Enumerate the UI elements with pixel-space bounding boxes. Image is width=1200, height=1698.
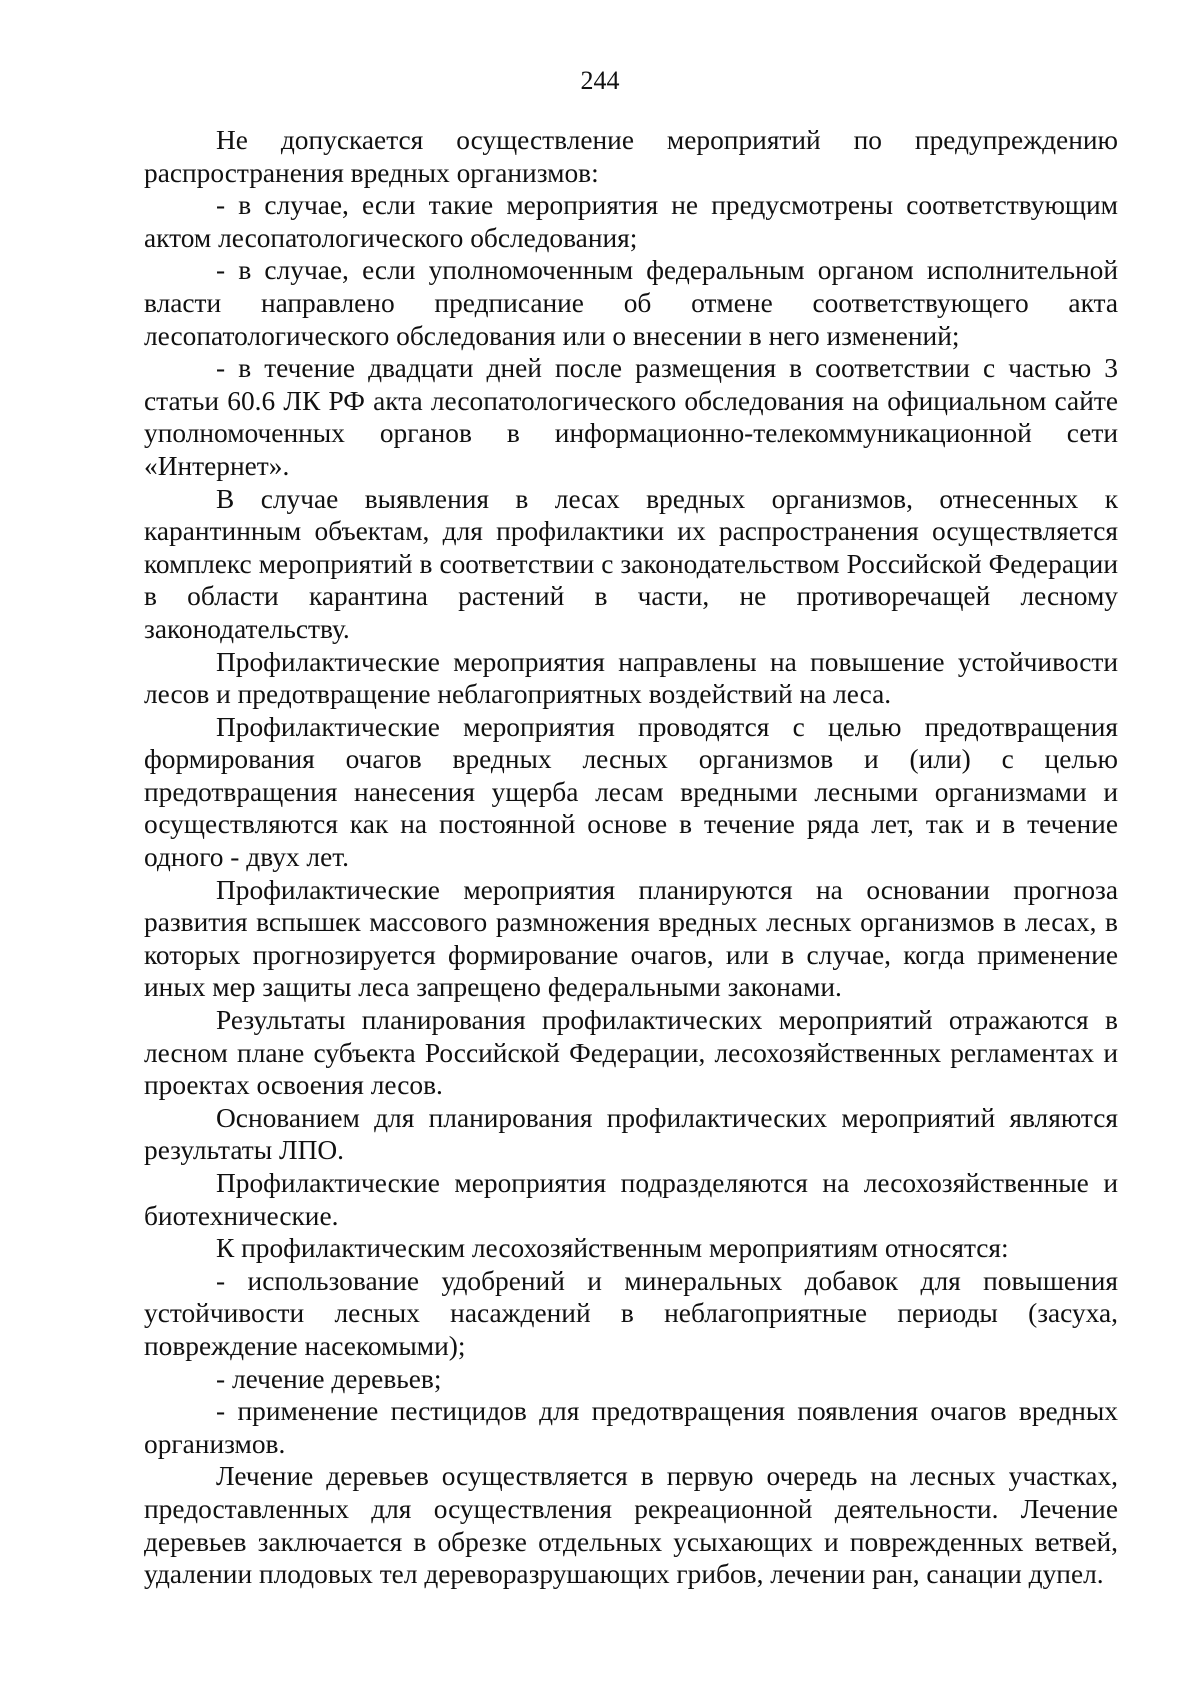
- list-item: - в течение двадцати дней после размещения в соответствии с частью 3 статьи 60.6 ЛК РФ акта лесопатологического обследования на официальном сайте уполномоченных органов в информационно-телекоммуникационной сети «Интернет».: [144, 353, 1118, 481]
- paragraph: Основанием для планирования профилактических мероприятий являются результаты ЛПО.: [144, 1102, 1118, 1166]
- paragraph: Лечение деревьев осуществляется в первую очередь на лесных участках, предоставленных для осуществления рекреационной деятельности. Лечение деревьев заключается в обрезке отдельных усыхающих и поврежденных ветвей, удалении плодовых тел дереворазрушающих грибов, лечении ран, санации дупел.: [144, 1461, 1118, 1590]
- list-item: - в случае, если уполномоченным федеральным органом исполнительной власти направлено предписание об отмене соответствующего акта лесопатологического обследования или о внесении в него изменений;: [144, 255, 1118, 351]
- paragraph: Не допускается осуществление мероприятий по предупреждению распространения вредных организмов:: [144, 125, 1118, 188]
- list-item: - лечение деревьев;: [216, 1363, 442, 1394]
- paragraph: В случае выявления в лесах вредных организмов, отнесенных к карантинным объектам, для профилактики их распространения осуществляется комплекс мероприятий в соответствии с законодательством Российской Федерации в области карантина растений в части, не противоречащей лесному законодательству.: [144, 483, 1118, 644]
- list-item: - применение пестицидов для предотвращения появления очагов вредных организмов.: [144, 1396, 1118, 1459]
- paragraph: Профилактические мероприятия планируются на основании прогноза развития вспышек массового размножения вредных лесных организмов в лесах, в которых прогнозируется формирование очагов, или в случае, когда применение иных мер защиты леса запрещено федеральными законами.: [144, 874, 1118, 1003]
- page-number: 244: [580, 66, 620, 95]
- paragraph: Результаты планирования профилактических мероприятий отражаются в лесном плане субъекта Российской Федерации, лесохозяйственных регламентах и проектах освоения лесов.: [144, 1005, 1118, 1101]
- list-item: - использование удобрений и минеральных добавок для повышения устойчивости лесных насаждений в неблагоприятные периоды (засуха, повреждение насекомыми);: [144, 1265, 1118, 1361]
- document-body: [144, 124, 1118, 1591]
- paragraph: К профилактическим лесохозяйственным мероприятиям относятся:: [216, 1233, 1009, 1264]
- paragraph: Профилактические мероприятия направлены на повышение устойчивости лесов и предотвращение неблагоприятных воздействий на леса.: [144, 646, 1118, 710]
- paragraph: Профилактические мероприятия подразделяются на лесохозяйственные и биотехнические.: [144, 1168, 1118, 1231]
- list-item: - в случае, если такие мероприятия не предусмотрены соответствующим актом лесопатологического обследования;: [144, 190, 1118, 253]
- paragraph: Профилактические мероприятия проводятся с целью предотвращения формирования очагов вредных лесных организмов и (или) с целью предотвращения нанесения ущерба лесам вредными лесными организмами и осуществляются как на постоянной основе в течение ряда лет, так и в течение одного - двух лет.: [144, 711, 1118, 873]
